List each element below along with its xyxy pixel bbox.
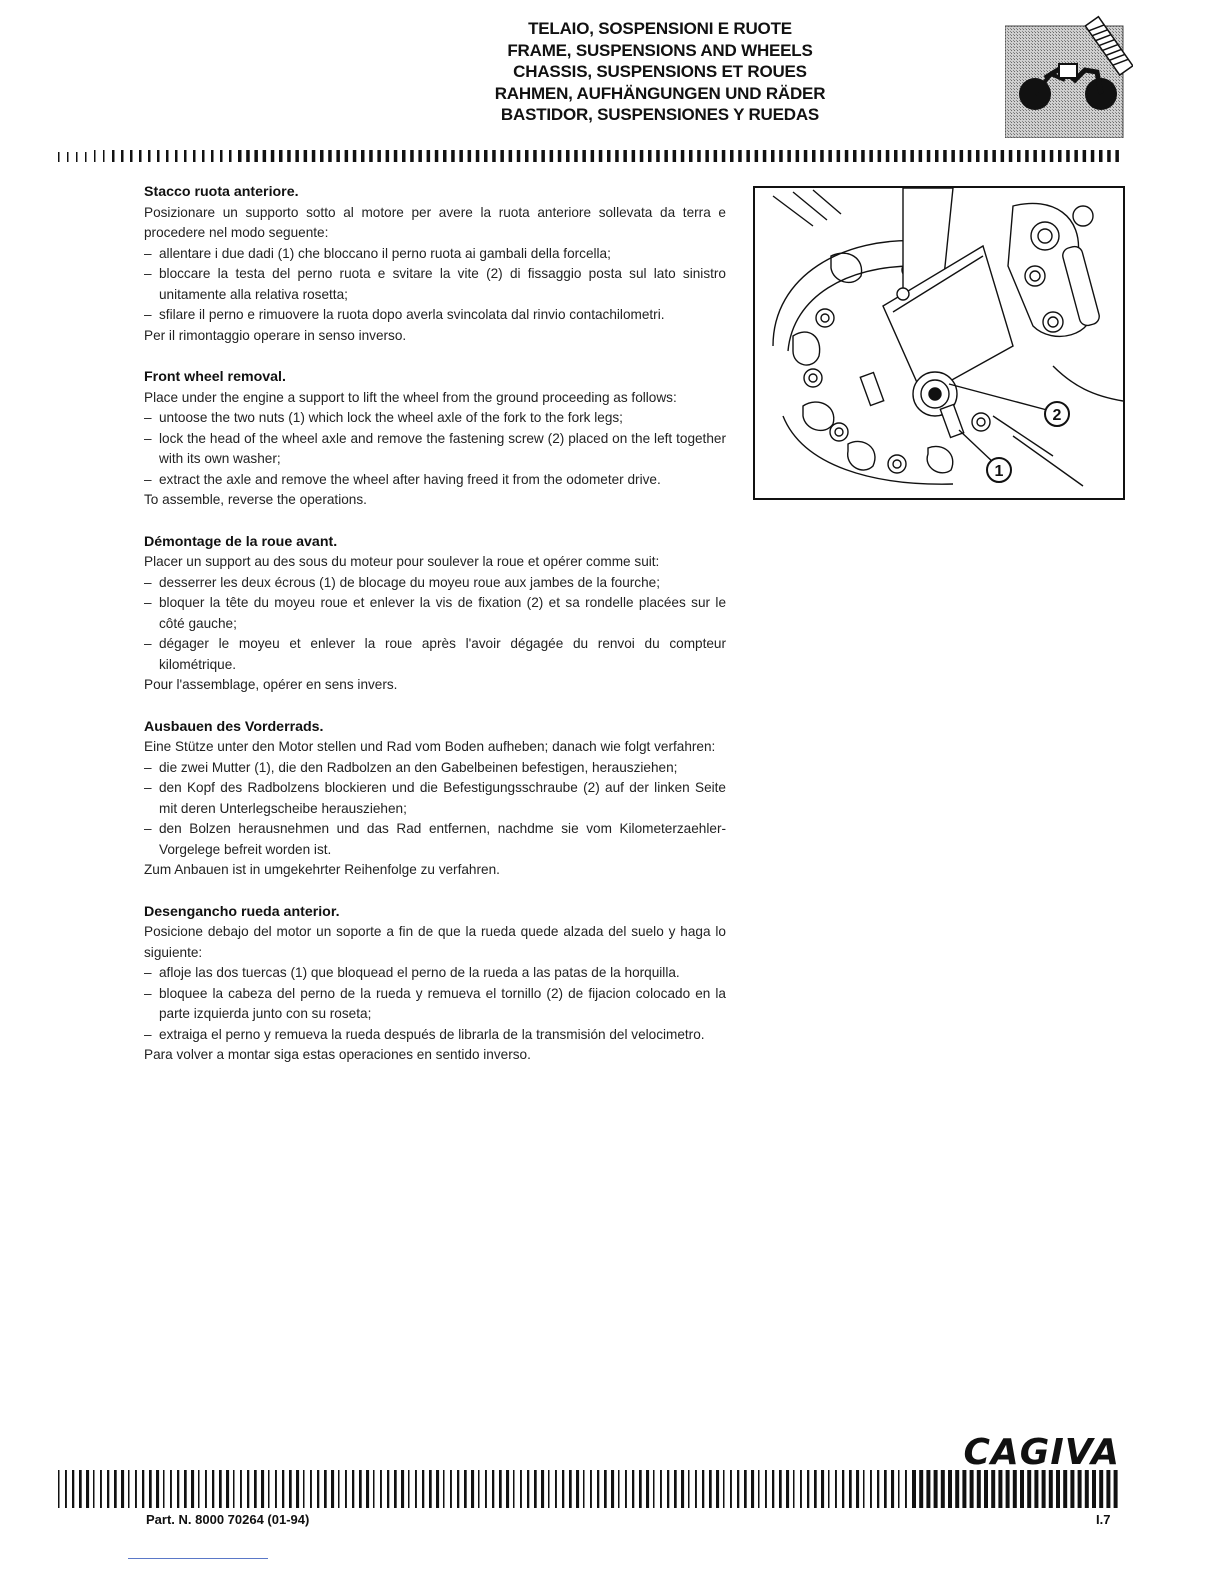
footer-barcode-bar [58, 1470, 1120, 1508]
header-tick-bar [58, 150, 1120, 162]
step-item: – extract the axle and remove the wheel after having freed it from the odometer drive. [144, 470, 726, 491]
section-heading: Front wheel removal. [144, 369, 286, 385]
title-french: CHASSIS, SUSPENSIONS ET ROUES [513, 62, 807, 81]
section-closing: Per il rimontaggio operare in senso inverso. [144, 327, 407, 343]
step-item: – lock the head of the wheel axle and remove the fastening screw (2) placed on the left together with its own washer; [144, 429, 726, 470]
section-heading: Desenganchо rueda anterior. [144, 903, 340, 920]
section-spanish [144, 902, 726, 1066]
section-intro: Posizionare un supporto sotto al motore per avere la ruota anteriore sollevata da terra e procedere nel modo seguente: [144, 204, 726, 240]
step-item: – dégager le moyeu et enlever la roue après l'avoir dégagée du renvoi du compteur kilométrique. [144, 634, 726, 675]
steps-list [144, 408, 726, 490]
step-item: – den Bolzen herausnehmen und das Rad entfernen, nachdme sie vom Kilometerzaehler-Vorgelege befreit worden ist. [144, 819, 726, 860]
step-item: – die zwei Mutter (1), die den Radbolzen an den Gabelbeinen befestigen, herausziehen; [144, 758, 726, 779]
title-italian: TELAIO, SOSPENSIONI E RUOTE [528, 19, 792, 38]
section-closing: Pour l'assemblage, opérer en sens invers. [144, 677, 398, 692]
title-english: FRAME, SUSPENSIONS AND WHEELS [507, 40, 813, 60]
step-item: – bloccare la testa del perno ruota e svitare la vite (2) di fissaggio posta sul lato sinistro unitamente alla relativa rosetta; [144, 264, 726, 305]
section-italian [144, 182, 726, 346]
bottom-rule [128, 1558, 268, 1559]
step-item: – afloje las dos tuercas (1) que bloquead el perno de la rueda a las patas de la horquilla. [144, 963, 726, 984]
section-closing: To assemble, reverse the operations. [144, 492, 367, 507]
section-intro: Place under the engine a support to lift the wheel from the ground proceeding as follows: [144, 389, 677, 405]
section-heading: Stacco ruota anteriore. [144, 184, 299, 200]
front-wheel-axle-illustration [753, 186, 1125, 500]
section-intro: Placer un support au des sous du moteur pour soulever la roue et opérer comme suit: [144, 554, 660, 569]
page-number: I.7 [1096, 1512, 1111, 1527]
part-number: Part. N. 8000 70264 (01-94) [146, 1512, 310, 1527]
step-item: – bloquer la tête du moyeu roue et enlever la vis de fixation (2) et sa rondelle placées sur le côté gauche; [144, 593, 726, 634]
step-item: – sfilare il perno e rimuovere la ruota dopo averla svincolata dal rinvio contachilometri. [144, 305, 726, 326]
section-english [144, 367, 726, 511]
page-header-titles [380, 18, 940, 126]
section-heading: Ausbauen des Vorderrads. [144, 718, 324, 735]
title-german: RAHMEN, AUFHÄNGUNGEN UND RÄDER [494, 83, 826, 103]
step-item: – untoose the two nuts (1) which lock the wheel axle of the fork to the fork legs; [144, 408, 726, 429]
step-item: – den Kopf des Radbolzens blockieren und die Befestigungsschraube (2) auf der linken Seite mit deren Unterlegscheibe herausziehen; [144, 778, 726, 819]
section-closing: Para volver a montar siga estas operaciones en sentido inverso. [144, 1047, 531, 1062]
callout-1 [987, 458, 1011, 482]
step-item: – allentare i due dadi (1) che bloccano il perno ruota ai gambali della forcella; [144, 244, 726, 265]
motorcycle-frame-chapter-icon [1005, 8, 1133, 138]
section-french [144, 532, 726, 696]
section-german [144, 717, 726, 881]
section-intro: Posicione debajo del motor un soporte a fin de que la rueda quede alzada del suelo y haga lo siguiente: [144, 924, 726, 960]
callout-label: 2 [1052, 407, 1062, 424]
section-heading: Démontage de la roue avant. [144, 533, 338, 550]
steps-list [144, 244, 726, 326]
steps-list [144, 573, 726, 676]
cagiva-logo: CAGIVA [963, 1432, 1120, 1473]
callout-label: 1 [994, 463, 1004, 480]
steps-list [144, 758, 726, 861]
step-item: – desserrer les deux écrous (1) de blocage du moyeu roue aux jambes de la fourche; [144, 573, 726, 594]
step-item: – bloquee la cabeza del perno de la rueda y remueva el tornillo (2) de fijacion colocado en la parte izquierda junto con su roseta; [144, 984, 726, 1025]
callout-2 [1045, 402, 1069, 426]
section-intro: Eine Stütze unter den Motor stellen und Rad vom Boden aufheben; danach wie folgt verfahren: [144, 739, 716, 754]
title-spanish: BASTIDOR, SUSPENSIONES Y RUEDAS [500, 105, 820, 124]
section-closing: Zum Anbauen ist in umgekehrter Reihenfolge zu verfahren. [144, 862, 500, 877]
steps-list [144, 963, 726, 1045]
step-item: – extraiga el perno y remueva la rueda después de librarla de la transmisión del velocimetro. [144, 1025, 726, 1046]
instructions-column [144, 182, 726, 1087]
